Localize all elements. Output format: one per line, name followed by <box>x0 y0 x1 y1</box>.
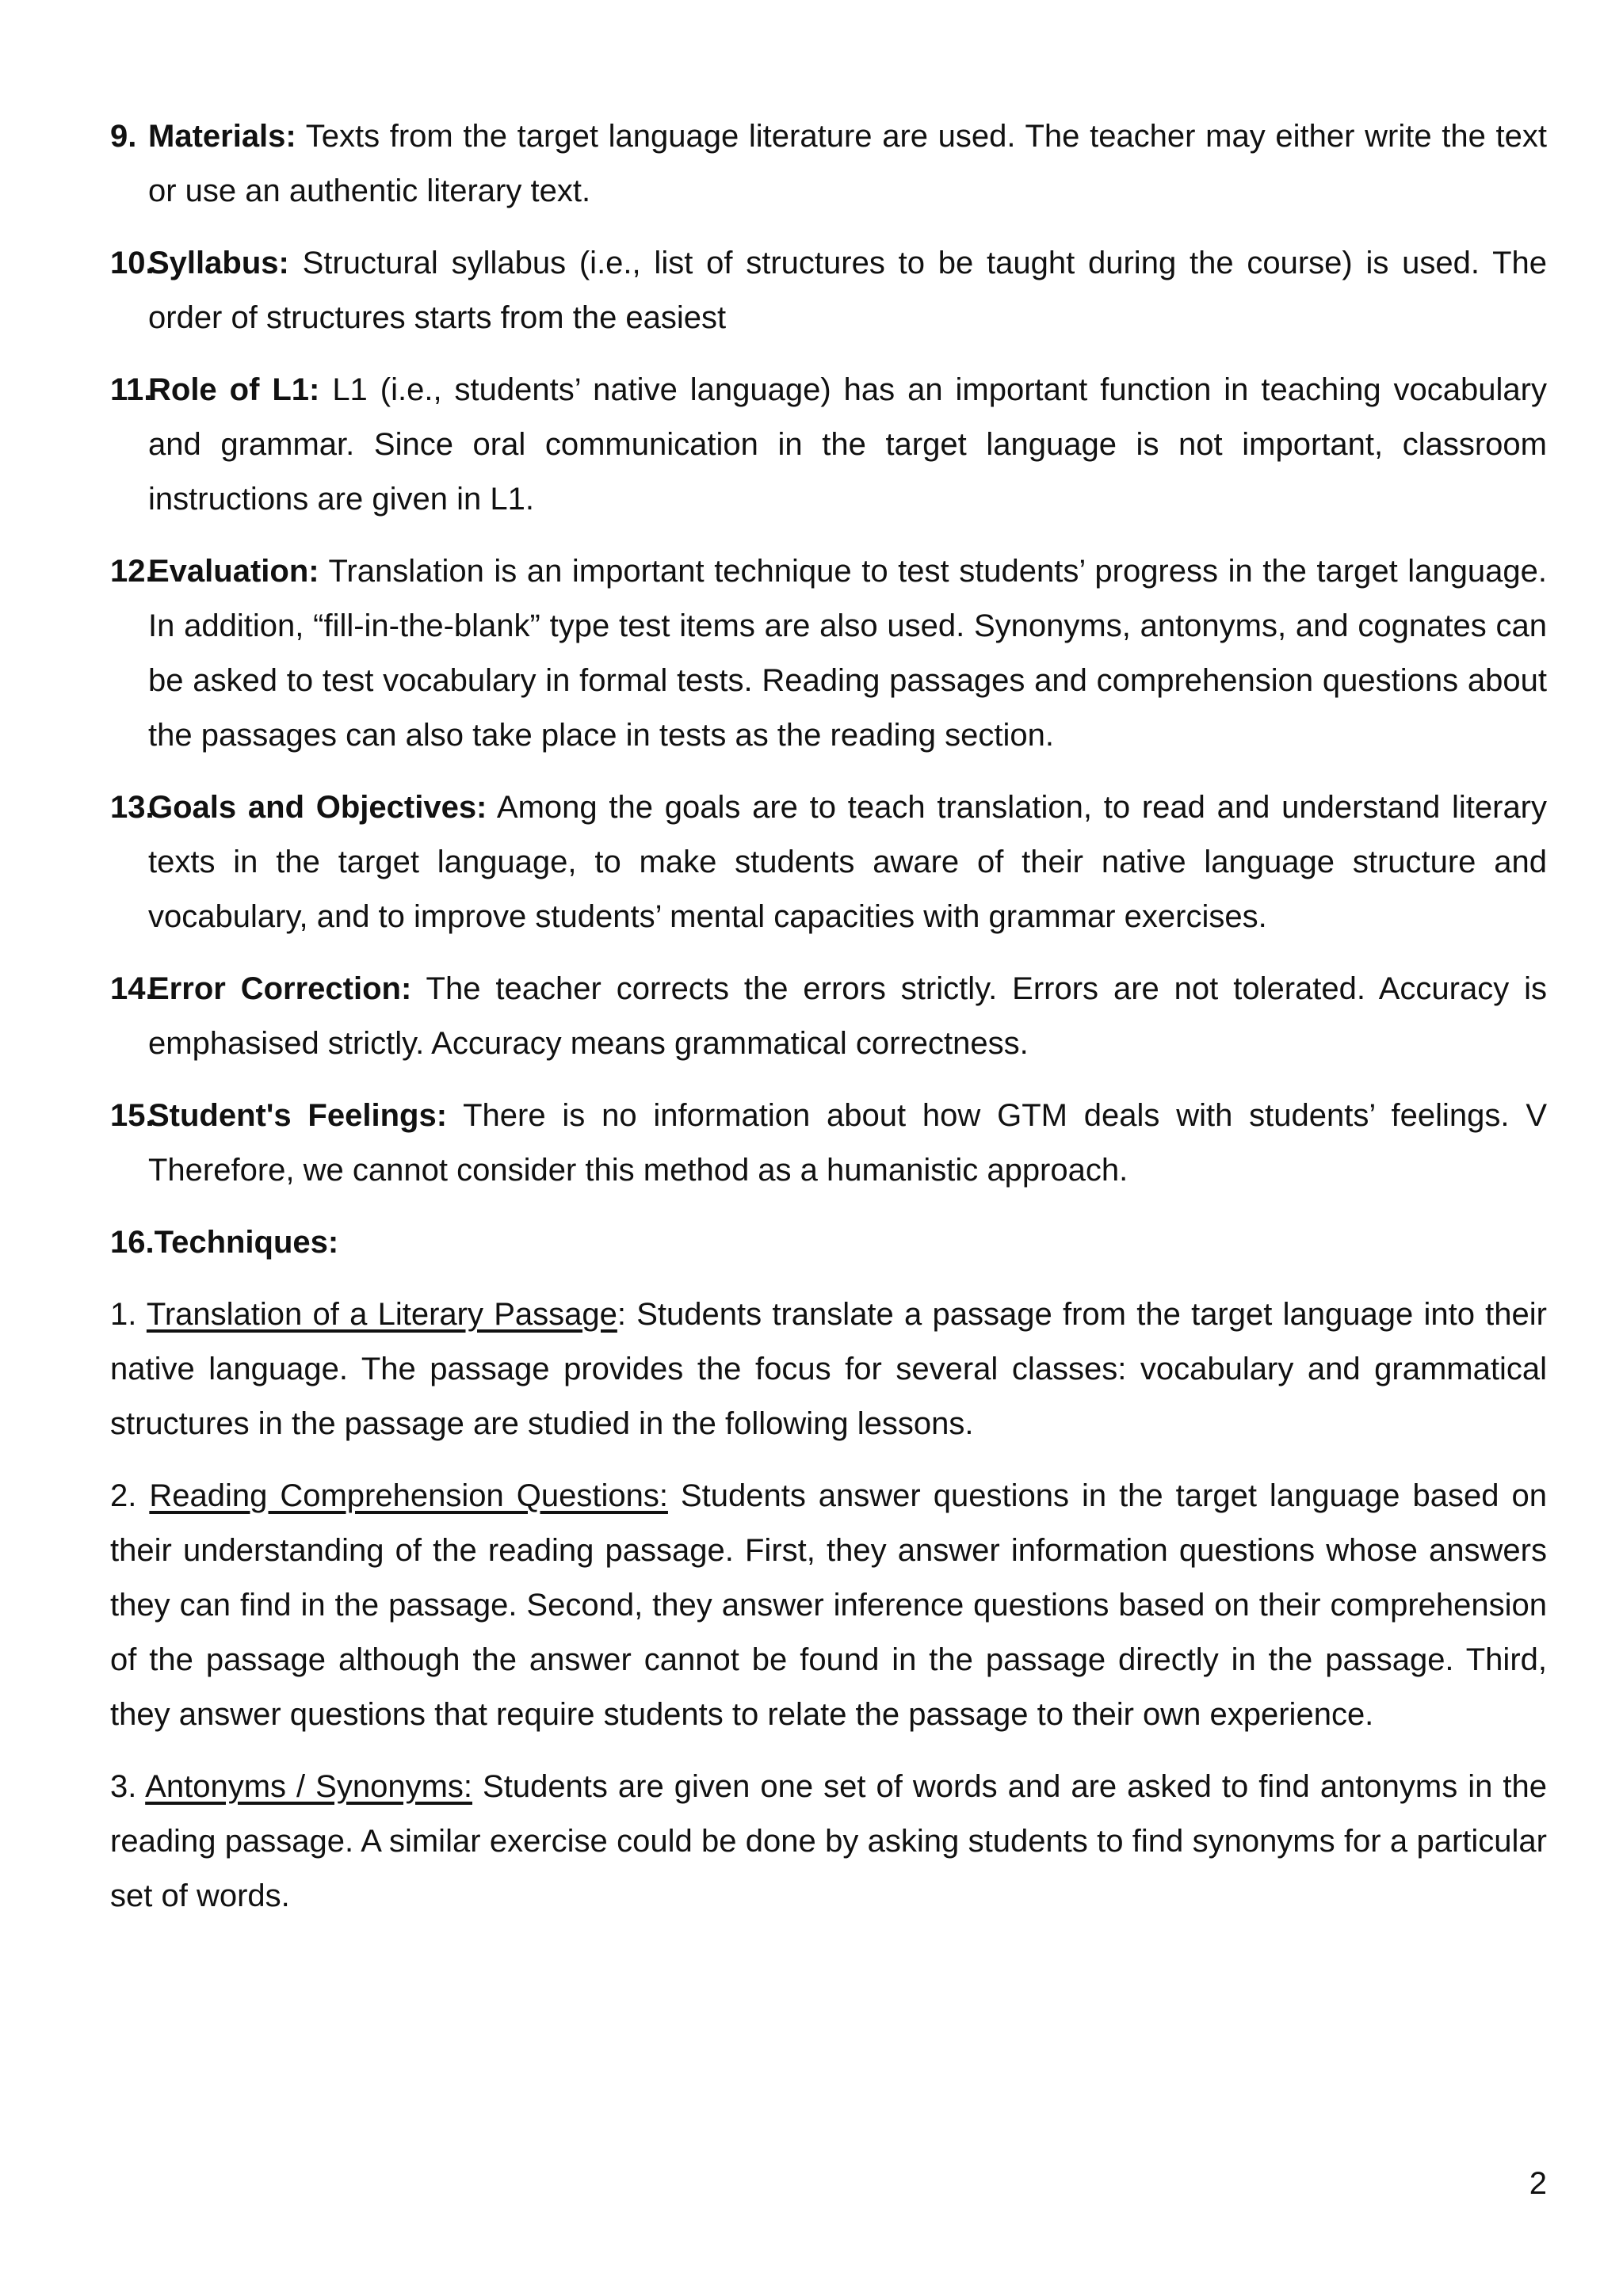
technique-title: Reading Comprehension Questions: <box>149 1478 668 1513</box>
section-title: Evaluation: <box>148 554 319 589</box>
section-number: 10. <box>110 246 155 280</box>
section-title: Syllabus: <box>148 246 289 280</box>
technique-text: Students answer questions in the target language based on their understanding of the reading passage. First, they answer information questions whose answers they can find in the passage. Second, they answer inference questions based on their comprehension of the passage although the answer cannot be found in the passage directly in the passage. Third, they answer questions that require students to relate the passage to their own experience. <box>110 1478 1547 1732</box>
section-students-feelings <box>110 1089 1547 1198</box>
section-number: 12. <box>110 554 155 589</box>
section-goals-and-objectives <box>110 780 1547 944</box>
section-number: 15. <box>110 1098 155 1133</box>
technique-antonyms-synonyms <box>110 1760 1547 1924</box>
section-materials <box>110 109 1547 219</box>
section-text: The teacher corrects the errors strictly. Errors are not tolerated. Accuracy is emphasised strictly. Accuracy means grammatical correctness. <box>148 971 1548 1061</box>
section-evaluation <box>110 544 1547 763</box>
section-number: 9. <box>110 119 137 154</box>
techniques-heading: 16.Techniques: <box>110 1225 339 1260</box>
section-error-correction <box>110 962 1547 1071</box>
section-text: Texts from the target language literature are used. The teacher may either write the text or use an authentic literary text. <box>148 119 1548 208</box>
section-text: L1 (i.e., students’ native language) has an important function in teaching vocabulary and grammar. Since oral communication in the target language is not important, classroom instructions are given in L1. <box>148 372 1547 517</box>
section-title: Goals and Objectives: <box>148 790 487 825</box>
section-text: Structural syllabus (i.e., list of structures to be taught during the course) is used. The order of structures starts from the easiest <box>148 246 1547 335</box>
section-title: Materials: <box>148 119 296 154</box>
document-page <box>110 109 1547 1941</box>
technique-translation <box>110 1287 1547 1451</box>
section-text: Among the goals are to teach translation, to read and understand literary texts in the target language, to make students aware of their native language structure and vocabulary, and to improve students’ mental capacities with grammar exercises. <box>148 790 1548 934</box>
section-number: 13. <box>110 790 155 825</box>
section-text: Translation is an important technique to test students’ progress in the target language. In addition, “fill-in-the-blank” type test items are also used. Synonyms, antonyms, and cognates can be asked to test vocabulary in formal tests. Reading passages and comprehension questions about the passages can also take place in tests as the reading section. <box>148 554 1548 753</box>
section-title: Student's Feelings: <box>148 1098 448 1133</box>
section-number: 14. <box>110 971 155 1006</box>
section-number: 11. <box>110 372 153 407</box>
section-role-of-l1 <box>110 363 1547 527</box>
section-title: Error Correction: <box>148 971 412 1006</box>
technique-number: 1. <box>110 1297 137 1332</box>
technique-number: 2. <box>110 1478 137 1513</box>
section-text: There is no information about how GTM deals with students’ feelings. V Therefore, we cannot consider this method as a humanistic approach. <box>148 1098 1547 1188</box>
technique-reading-comprehension <box>110 1469 1547 1742</box>
technique-title: Antonyms / Synonyms: <box>145 1769 473 1804</box>
page-number: 2 <box>1529 2166 1547 2201</box>
section-syllabus <box>110 236 1547 345</box>
technique-number: 3. <box>110 1769 137 1804</box>
technique-text: : Students translate a passage from the target language into their native language. The passage provides the focus for several classes: vocabulary and grammatical structures in the passage are studied in the following lessons. <box>110 1297 1547 1441</box>
technique-title: Translation of a Literary Passage <box>146 1297 617 1332</box>
technique-text: Students are given one set of words and are asked to find antonyms in the reading passage. A similar exercise could be done by asking students to find synonyms for a particular set of words. <box>110 1769 1547 1913</box>
section-title: Role of L1: <box>148 372 320 407</box>
